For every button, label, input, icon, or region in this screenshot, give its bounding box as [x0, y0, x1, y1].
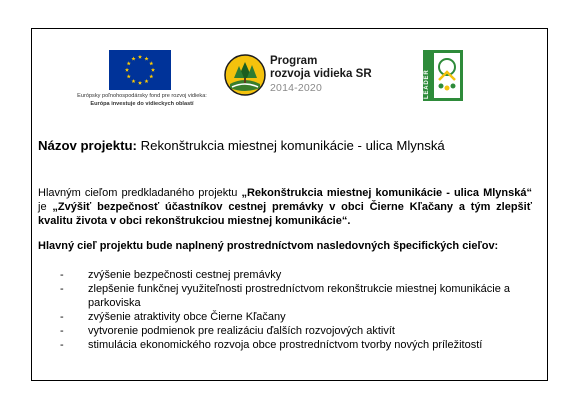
intro-goal-text: „Zvýšiť bezpečnosť účastníkov cestnej premávky v obci Čierne Kľačany a tým zlepšiť kvalitu života v obci rekonštrukciou miestnej komunikácie“. — [38, 201, 532, 227]
eu-caption-line2: Európa investuje do vidieckych oblastí — [90, 101, 194, 107]
prv-emblem-icon — [224, 54, 266, 96]
list-item-text: zvýšenie bezpečnosti cestnej premávky — [88, 269, 282, 281]
list-item — [38, 338, 538, 352]
intro-project-name: „Rekonštrukcia miestnej komunikácie - ulica Mlynská“ — [241, 187, 532, 199]
list-item-text: zvýšenie atraktivity obce Čierne Kľačany — [88, 311, 286, 323]
prv-title-line1: Program — [270, 55, 318, 67]
specific-goals-list — [38, 268, 538, 352]
prv-title-line2: rozvoja vidieka SR — [270, 68, 372, 80]
list-dash: - — [60, 283, 64, 295]
list-item — [38, 324, 538, 338]
list-item — [38, 268, 538, 282]
leader-logo — [423, 50, 463, 101]
project-title-label: Názov projektu: — [38, 138, 137, 153]
list-item — [38, 282, 538, 310]
list-dash: - — [60, 269, 64, 281]
project-title-value: Rekonštrukcia miestnej komunikácie - ulica Mlynská — [140, 138, 445, 153]
prv-years: 2014-2020 — [270, 82, 323, 94]
list-dash: - — [60, 311, 64, 323]
project-title — [38, 138, 445, 153]
list-item-text: zlepšenie funkčnej využiteľnosti prostredníctvom rekonštrukcie miestnej komunikácie a parkoviska — [88, 283, 511, 309]
list-item-text: vytvorenie podmienok pre realizáciu ďalších rozvojových aktivít — [88, 325, 395, 337]
list-dash: - — [60, 325, 64, 337]
list-item-text: stimulácia ekonomického rozvoja obce prostredníctvom tvorby nových príležitostí — [88, 339, 483, 351]
list-dash: - — [60, 339, 64, 351]
prv-logo — [224, 50, 372, 100]
eu-caption-line1: Európsky poľnohospodársky fond pre rozvoj vidieka: — [77, 93, 207, 99]
intro-part2: je — [38, 201, 53, 213]
intro-part1: Hlavným cieľom predkladaného projektu — [38, 187, 242, 199]
list-item — [38, 310, 538, 324]
intro-paragraph — [38, 186, 532, 228]
leader-label: LEADER — [424, 69, 430, 99]
eu-logo — [62, 50, 222, 107]
specific-goals-heading: Hlavný cieľ projektu bude naplnený prostredníctvom nasledovných špecifických cieľov: — [38, 240, 499, 252]
eu-flag-icon — [109, 50, 171, 90]
